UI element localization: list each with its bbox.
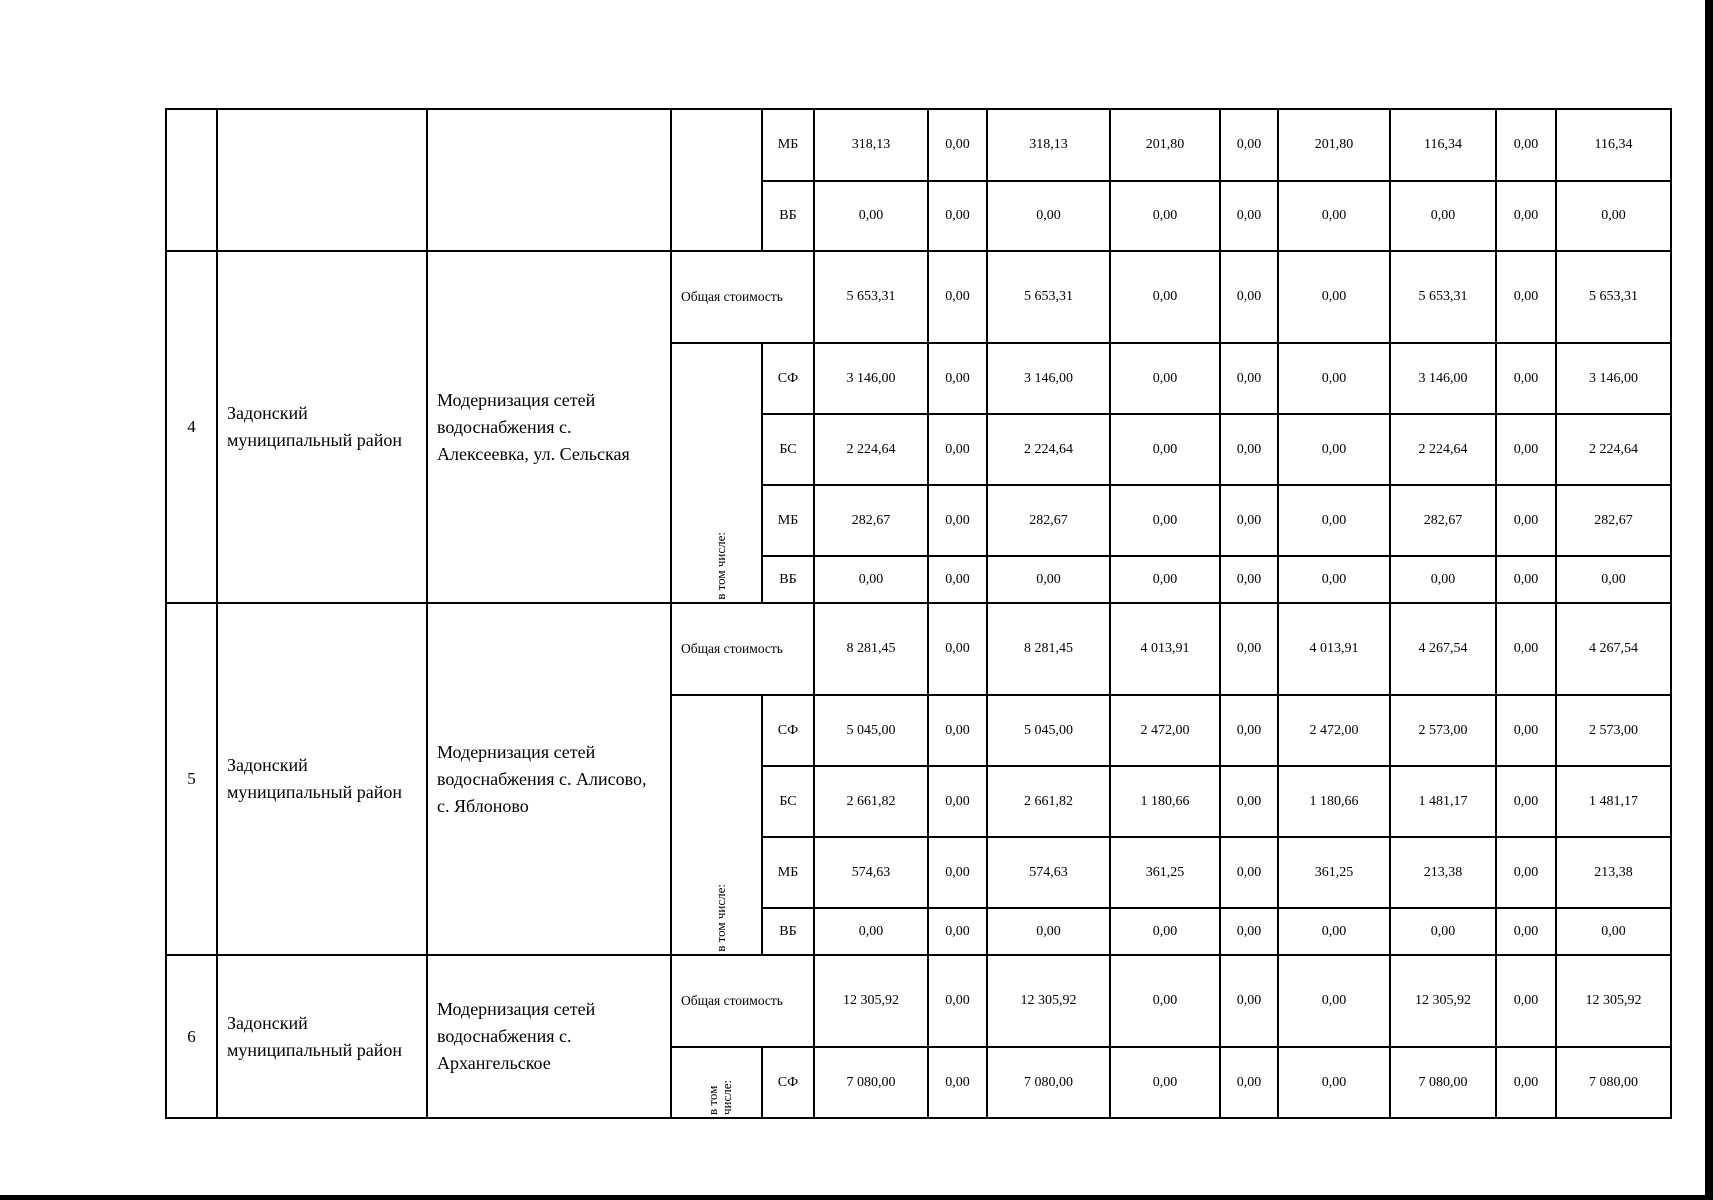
amount-cell: 4 013,91: [1110, 603, 1220, 695]
amount-cell: 0,00: [814, 908, 928, 955]
amount-cell: 0,00: [1220, 766, 1278, 837]
funding-source-cell: МБ: [762, 837, 814, 908]
amount-cell: 12 305,92: [1390, 955, 1496, 1047]
amount-cell: 318,13: [814, 109, 928, 181]
amount-cell: 361,25: [1278, 837, 1390, 908]
amount-cell: 0,00: [1556, 181, 1671, 251]
amount-cell: 8 281,45: [814, 603, 928, 695]
amount-cell: 0,00: [928, 955, 987, 1047]
table-row: [166, 109, 1671, 181]
amount-cell: 4 013,91: [1278, 603, 1390, 695]
amount-cell: 1 180,66: [1110, 766, 1220, 837]
amount-cell: 574,63: [987, 837, 1110, 908]
amount-cell: 4 267,54: [1390, 603, 1496, 695]
amount-cell: 1 180,66: [1278, 766, 1390, 837]
municipality-cell: Задонский муниципальный район: [217, 603, 427, 955]
amount-cell: 0,00: [1220, 1047, 1278, 1118]
amount-cell: 0,00: [1496, 343, 1556, 414]
including-cell: [671, 695, 762, 955]
amount-cell: 1 481,17: [1556, 766, 1671, 837]
amount-cell: 0,00: [1496, 414, 1556, 485]
amount-cell: 2 472,00: [1278, 695, 1390, 766]
amount-cell: 3 146,00: [1556, 343, 1671, 414]
amount-cell: 0,00: [1220, 695, 1278, 766]
amount-cell: 213,38: [1390, 837, 1496, 908]
amount-cell: 0,00: [928, 109, 987, 181]
amount-cell: 0,00: [1496, 766, 1556, 837]
amount-cell: 0,00: [1496, 109, 1556, 181]
funding-source-cell: БС: [762, 414, 814, 485]
amount-cell: 282,67: [814, 485, 928, 556]
including-label: в том числе:: [713, 532, 728, 600]
amount-cell: 0,00: [928, 556, 987, 603]
including-cell: [671, 1047, 762, 1118]
amount-cell: 0,00: [1110, 251, 1220, 343]
including-label: в том числе:: [713, 884, 728, 952]
amount-cell: 282,67: [1556, 485, 1671, 556]
amount-cell: 0,00: [1556, 556, 1671, 603]
table-row: [166, 251, 1671, 343]
amount-cell: 0,00: [1496, 556, 1556, 603]
table-row: [166, 603, 1671, 695]
amount-cell: 0,00: [1496, 1047, 1556, 1118]
amount-cell: 3 146,00: [987, 343, 1110, 414]
amount-cell: 0,00: [1220, 955, 1278, 1047]
amount-cell: 0,00: [814, 181, 928, 251]
municipality-cell: Задонский муниципальный район: [217, 955, 427, 1118]
amount-cell: 12 305,92: [1556, 955, 1671, 1047]
amount-cell: 0,00: [814, 556, 928, 603]
amount-cell: 0,00: [1110, 181, 1220, 251]
amount-cell: 3 146,00: [814, 343, 928, 414]
amount-cell: 0,00: [1496, 955, 1556, 1047]
scan-edge-right: [1705, 0, 1713, 1200]
amount-cell: 2 224,64: [1556, 414, 1671, 485]
amount-cell: 2 661,82: [814, 766, 928, 837]
amount-cell: 0,00: [1110, 955, 1220, 1047]
amount-cell: 0,00: [1278, 181, 1390, 251]
amount-cell: 116,34: [1556, 109, 1671, 181]
amount-cell: 0,00: [928, 695, 987, 766]
amount-cell: 0,00: [1110, 414, 1220, 485]
amount-cell: 0,00: [1496, 908, 1556, 955]
amount-cell: 0,00: [1390, 556, 1496, 603]
amount-cell: 0,00: [1278, 556, 1390, 603]
amount-cell: 2 573,00: [1556, 695, 1671, 766]
amount-cell: 0,00: [928, 908, 987, 955]
amount-cell: 0,00: [1496, 695, 1556, 766]
including-label: в том числе:: [705, 1079, 734, 1115]
including-cell: [671, 109, 762, 251]
amount-cell: 0,00: [928, 837, 987, 908]
amount-cell: 213,38: [1556, 837, 1671, 908]
amount-cell: 1 481,17: [1390, 766, 1496, 837]
amount-cell: 0,00: [1496, 485, 1556, 556]
amount-cell: 0,00: [987, 556, 1110, 603]
amount-cell: 201,80: [1110, 109, 1220, 181]
amount-cell: 0,00: [1278, 485, 1390, 556]
amount-cell: 5 653,31: [1556, 251, 1671, 343]
funding-source-cell: СФ: [762, 343, 814, 414]
amount-cell: 0,00: [1496, 181, 1556, 251]
amount-cell: 7 080,00: [987, 1047, 1110, 1118]
funding-source-cell: ВБ: [762, 556, 814, 603]
amount-cell: 0,00: [1220, 414, 1278, 485]
amount-cell: 8 281,45: [987, 603, 1110, 695]
amount-cell: 0,00: [1110, 1047, 1220, 1118]
amount-cell: 2 661,82: [987, 766, 1110, 837]
row-number-cell: 5: [166, 603, 217, 955]
amount-cell: 2 224,64: [814, 414, 928, 485]
municipality-cell: [217, 109, 427, 251]
amount-cell: 2 224,64: [1390, 414, 1496, 485]
total-cost-label: Общая стоимость: [671, 251, 814, 343]
funding-source-cell: СФ: [762, 1047, 814, 1118]
municipality-cell: Задонский муниципальный район: [217, 251, 427, 603]
amount-cell: 0,00: [1390, 908, 1496, 955]
amount-cell: 361,25: [1110, 837, 1220, 908]
amount-cell: 0,00: [1110, 343, 1220, 414]
amount-cell: 0,00: [1110, 485, 1220, 556]
total-cost-label: Общая стоимость: [671, 603, 814, 695]
funding-source-cell: СФ: [762, 695, 814, 766]
funding-source-cell: ВБ: [762, 181, 814, 251]
amount-cell: 5 045,00: [814, 695, 928, 766]
amount-cell: 0,00: [1278, 908, 1390, 955]
amount-cell: 0,00: [1110, 556, 1220, 603]
amount-cell: 7 080,00: [814, 1047, 928, 1118]
project-cell: Модернизация сетей водоснабжения с. Алексеевка, ул. Сельская: [427, 251, 671, 603]
including-cell: [671, 343, 762, 603]
amount-cell: 0,00: [1278, 414, 1390, 485]
amount-cell: 0,00: [1556, 908, 1671, 955]
amount-cell: 12 305,92: [814, 955, 928, 1047]
project-cell: [427, 109, 671, 251]
row-number-cell: 4: [166, 251, 217, 603]
amount-cell: 0,00: [1220, 837, 1278, 908]
budget-table: [165, 108, 1672, 1119]
amount-cell: 2 573,00: [1390, 695, 1496, 766]
amount-cell: 574,63: [814, 837, 928, 908]
amount-cell: 4 267,54: [1556, 603, 1671, 695]
amount-cell: 0,00: [1278, 251, 1390, 343]
amount-cell: 0,00: [1278, 955, 1390, 1047]
amount-cell: 0,00: [1220, 603, 1278, 695]
amount-cell: 0,00: [928, 603, 987, 695]
table-row: [166, 955, 1671, 1047]
amount-cell: 0,00: [928, 181, 987, 251]
amount-cell: 2 224,64: [987, 414, 1110, 485]
amount-cell: 0,00: [987, 908, 1110, 955]
amount-cell: 7 080,00: [1390, 1047, 1496, 1118]
amount-cell: 0,00: [1220, 181, 1278, 251]
amount-cell: 0,00: [1496, 837, 1556, 908]
row-number-cell: 6: [166, 955, 217, 1118]
funding-source-cell: БС: [762, 766, 814, 837]
project-cell: Модернизация сетей водоснабжения с. Алисово, с. Яблоново: [427, 603, 671, 955]
amount-cell: 0,00: [928, 766, 987, 837]
amount-cell: 0,00: [1278, 1047, 1390, 1118]
funding-source-cell: МБ: [762, 485, 814, 556]
amount-cell: 5 653,31: [987, 251, 1110, 343]
amount-cell: 0,00: [987, 181, 1110, 251]
funding-source-cell: ВБ: [762, 908, 814, 955]
amount-cell: 0,00: [1496, 603, 1556, 695]
amount-cell: 0,00: [1220, 251, 1278, 343]
project-cell: Модернизация сетей водоснабжения с. Архангельское: [427, 955, 671, 1118]
amount-cell: 5 653,31: [814, 251, 928, 343]
amount-cell: 0,00: [1220, 908, 1278, 955]
amount-cell: 0,00: [928, 414, 987, 485]
amount-cell: 5 045,00: [987, 695, 1110, 766]
amount-cell: 0,00: [1220, 343, 1278, 414]
amount-cell: 116,34: [1390, 109, 1496, 181]
funding-source-cell: МБ: [762, 109, 814, 181]
row-number-cell: [166, 109, 217, 251]
amount-cell: 0,00: [928, 343, 987, 414]
amount-cell: 0,00: [1390, 181, 1496, 251]
amount-cell: 0,00: [928, 251, 987, 343]
amount-cell: 7 080,00: [1556, 1047, 1671, 1118]
amount-cell: 0,00: [1220, 485, 1278, 556]
amount-cell: 0,00: [1496, 251, 1556, 343]
amount-cell: 3 146,00: [1390, 343, 1496, 414]
amount-cell: 0,00: [1278, 343, 1390, 414]
total-cost-label: Общая стоимость: [671, 955, 814, 1047]
amount-cell: 0,00: [1220, 109, 1278, 181]
amount-cell: 201,80: [1278, 109, 1390, 181]
amount-cell: 0,00: [1220, 556, 1278, 603]
scan-edge-bottom: [0, 1195, 1713, 1200]
amount-cell: 5 653,31: [1390, 251, 1496, 343]
amount-cell: 282,67: [987, 485, 1110, 556]
amount-cell: 12 305,92: [987, 955, 1110, 1047]
amount-cell: 0,00: [1110, 908, 1220, 955]
amount-cell: 0,00: [928, 485, 987, 556]
amount-cell: 0,00: [928, 1047, 987, 1118]
amount-cell: 2 472,00: [1110, 695, 1220, 766]
amount-cell: 318,13: [987, 109, 1110, 181]
amount-cell: 282,67: [1390, 485, 1496, 556]
